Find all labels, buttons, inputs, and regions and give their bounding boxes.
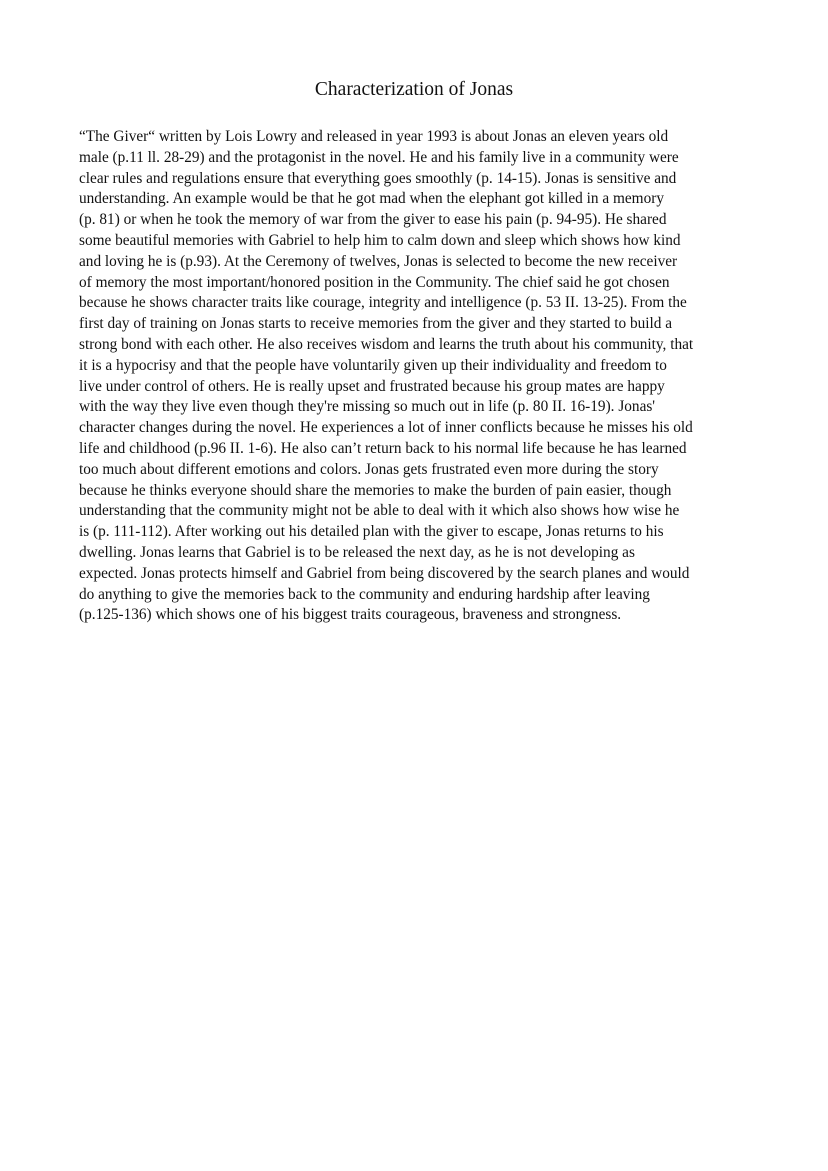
paragraph-line: strong bond with each other. He also receives wisdom and learns the truth about his community, that <box>79 335 694 353</box>
paragraph-line: live under control of others. He is really upset and frustrated because his group mates are happy <box>79 377 665 395</box>
paragraph-line: and loving he is (p.93). At the Ceremony of twelves, Jonas is selected to become the new receiver <box>79 252 678 270</box>
paragraph-line: clear rules and regulations ensure that everything goes smoothly (p. 14-15). Jonas is sensitive and <box>79 169 677 187</box>
document-title: Characterization of Jonas <box>314 79 514 100</box>
paragraph-line: because he shows character traits like courage, integrity and intelligence (p. 53 II. 13-25). From the <box>79 294 687 312</box>
paragraph-line: understanding. An example would be that he got mad when the elephant got killed in a memory <box>79 190 664 208</box>
paragraph-line: expected. Jonas protects himself and Gabriel from being discovered by the search planes and would <box>79 564 690 582</box>
paragraph-line: of memory the most important/honored position in the Community. The chief said he got chosen <box>79 273 670 291</box>
paragraph-line: (p.125-136) which shows one of his biggest traits courageous, braveness and strongness. <box>79 606 622 624</box>
paragraph-line: life and childhood (p.96 II. 1-6). He also can’t return back to his normal life because he has learned <box>79 439 687 457</box>
paragraph-line: is (p. 111-112). After working out his detailed plan with the giver to escape, Jonas returns to his <box>79 523 664 541</box>
paragraph-line: some beautiful memories with Gabriel to help him to calm down and sleep which shows how kind <box>79 231 681 249</box>
paragraph-line: first day of training on Jonas starts to receive memories from the giver and they started to build a <box>79 315 673 333</box>
essay-paragraph <box>79 127 759 626</box>
paragraph-line: dwelling. Jonas learns that Gabriel is to be released the next day, as he is not developing as <box>79 543 635 561</box>
paragraph-line: too much about different emotions and colors. Jonas gets frustrated even more during the story <box>79 460 659 478</box>
paragraph-line: male (p.11 ll. 28-29) and the protagonist in the novel. He and his family live in a community were <box>79 148 679 166</box>
paragraph-line: understanding that the community might not be able to deal with it which also shows how wise he <box>79 502 680 520</box>
paragraph-line: because he thinks everyone should share the memories to make the burden of pain easier, though <box>79 481 672 499</box>
paragraph-line: “The Giver“ written by Lois Lowry and released in year 1993 is about Jonas an eleven years old <box>79 128 669 145</box>
paragraph-line: with the way they live even though they're missing so much out in life (p. 80 II. 16-19). Jonas' <box>79 398 656 416</box>
paragraph-line: do anything to give the memories back to the community and enduring hardship after leaving <box>79 585 650 603</box>
paragraph-line: (p. 81) or when he took the memory of war from the giver to ease his pain (p. 94-95). He shared <box>79 211 667 229</box>
paragraph-line: it is a hypocrisy and that the people have voluntarily given up their individuality and freedom to <box>79 356 667 374</box>
paragraph-line: character changes during the novel. He experiences a lot of inner conflicts because he misses his old <box>79 419 693 437</box>
